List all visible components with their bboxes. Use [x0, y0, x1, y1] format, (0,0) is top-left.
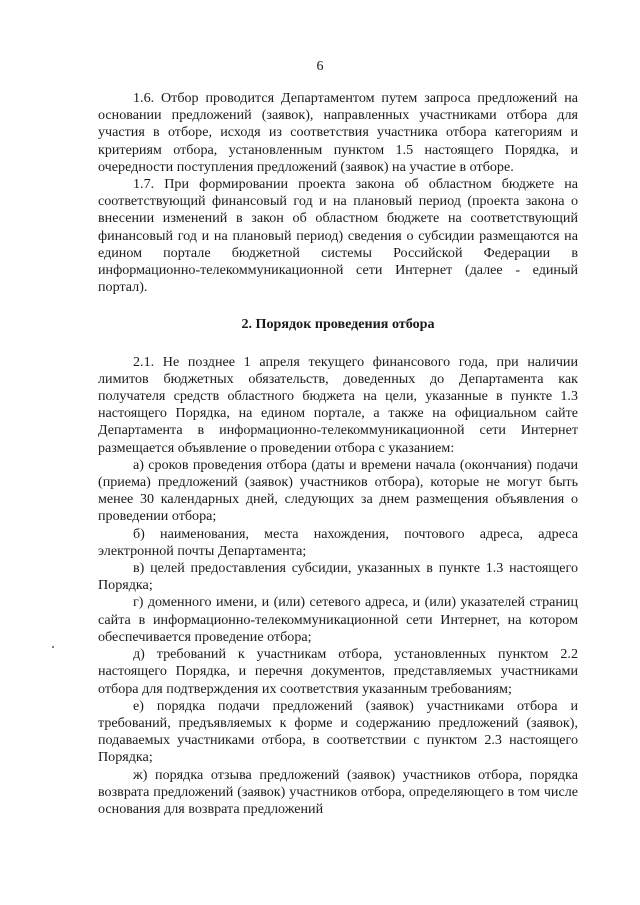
page-number: 6: [316, 59, 324, 74]
list-item-g: г) доменного имени, и (или) сетевого адреса, и (или) указателей страниц сайта в информационно-телекоммуникационной сети Интернет, на котором обеспечивается проведение отбора;: [98, 594, 578, 645]
scan-speck: [52, 646, 54, 648]
list-item-a: а) сроков проведения отбора (даты и времени начала (окончания) подачи (приема) предложений (заявок) участников отбора), которые не могут быть менее 30 календарных дней, следующих за днем размещения объявления о проведении отбора;: [98, 456, 578, 525]
list-item-e: е) порядка подачи предложений (заявок) участниками отбора и требований, предъявляемых к форме и содержанию предложений (заявок), подаваемых участниками отбора, в соответствии с пунктом 2.3 настоящего Порядка;: [98, 697, 578, 766]
paragraph-1-7: 1.7. При формировании проекта закона об областном бюджете на соответствующий финансовый год и на плановый период (проекта закона о внесении изменений в закон об областном бюджете на соответствующий финансовый год и на плановый период) сведения о субсидии размещаются на едином портале бюджетной системы Российской Федерации в информационно-телекоммуникационной сети Интернет (далее - единый портал).: [98, 176, 578, 296]
document-body: [98, 90, 578, 818]
section-heading: 2. Порядок проведения отбора: [241, 316, 435, 333]
list-item-v: в) целей предоставления субсидии, указанных в пункте 1.3 настоящего Порядка;: [98, 560, 578, 594]
list-item-b: б) наименования, места нахождения, почтового адреса, адреса электронной почты Департамента;: [98, 525, 578, 559]
paragraph-1-6: 1.6. Отбор проводится Департаментом путем запроса предложений на основании предложений (заявок), направленных участниками отбора для участия в отборе, исходя из соответствия участника отбора категориям и критериям отбора, установленным пунктом 1.5 настоящего Порядка, и очередности поступления предложений (заявок) на участие в отборе.: [98, 90, 578, 175]
paragraph-2-1: 2.1. Не позднее 1 апреля текущего финансового года, при наличии лимитов бюджетных обязательств, доведенных до Департамента как получателя средств областного бюджета на цели, указанные в пункте 1.3 настоящего Порядка, на едином портале, а также на официальном сайте Департамента в информационно-телекоммуникационной сети Интернет размещается объявление о проведении отбора с указанием:: [98, 353, 578, 456]
list-item-d: д) требований к участникам отбора, установленных пунктом 2.2 настоящего Порядка, и перечня документов, представляемых участниками отбора для подтверждения их соответствия указанным требованиям;: [98, 646, 578, 697]
list-item-zh: ж) порядка отзыва предложений (заявок) участников отбора, порядка возврата предложений (заявок) участников отбора, определяющего в том числе основания для возврата предложений: [98, 766, 578, 817]
